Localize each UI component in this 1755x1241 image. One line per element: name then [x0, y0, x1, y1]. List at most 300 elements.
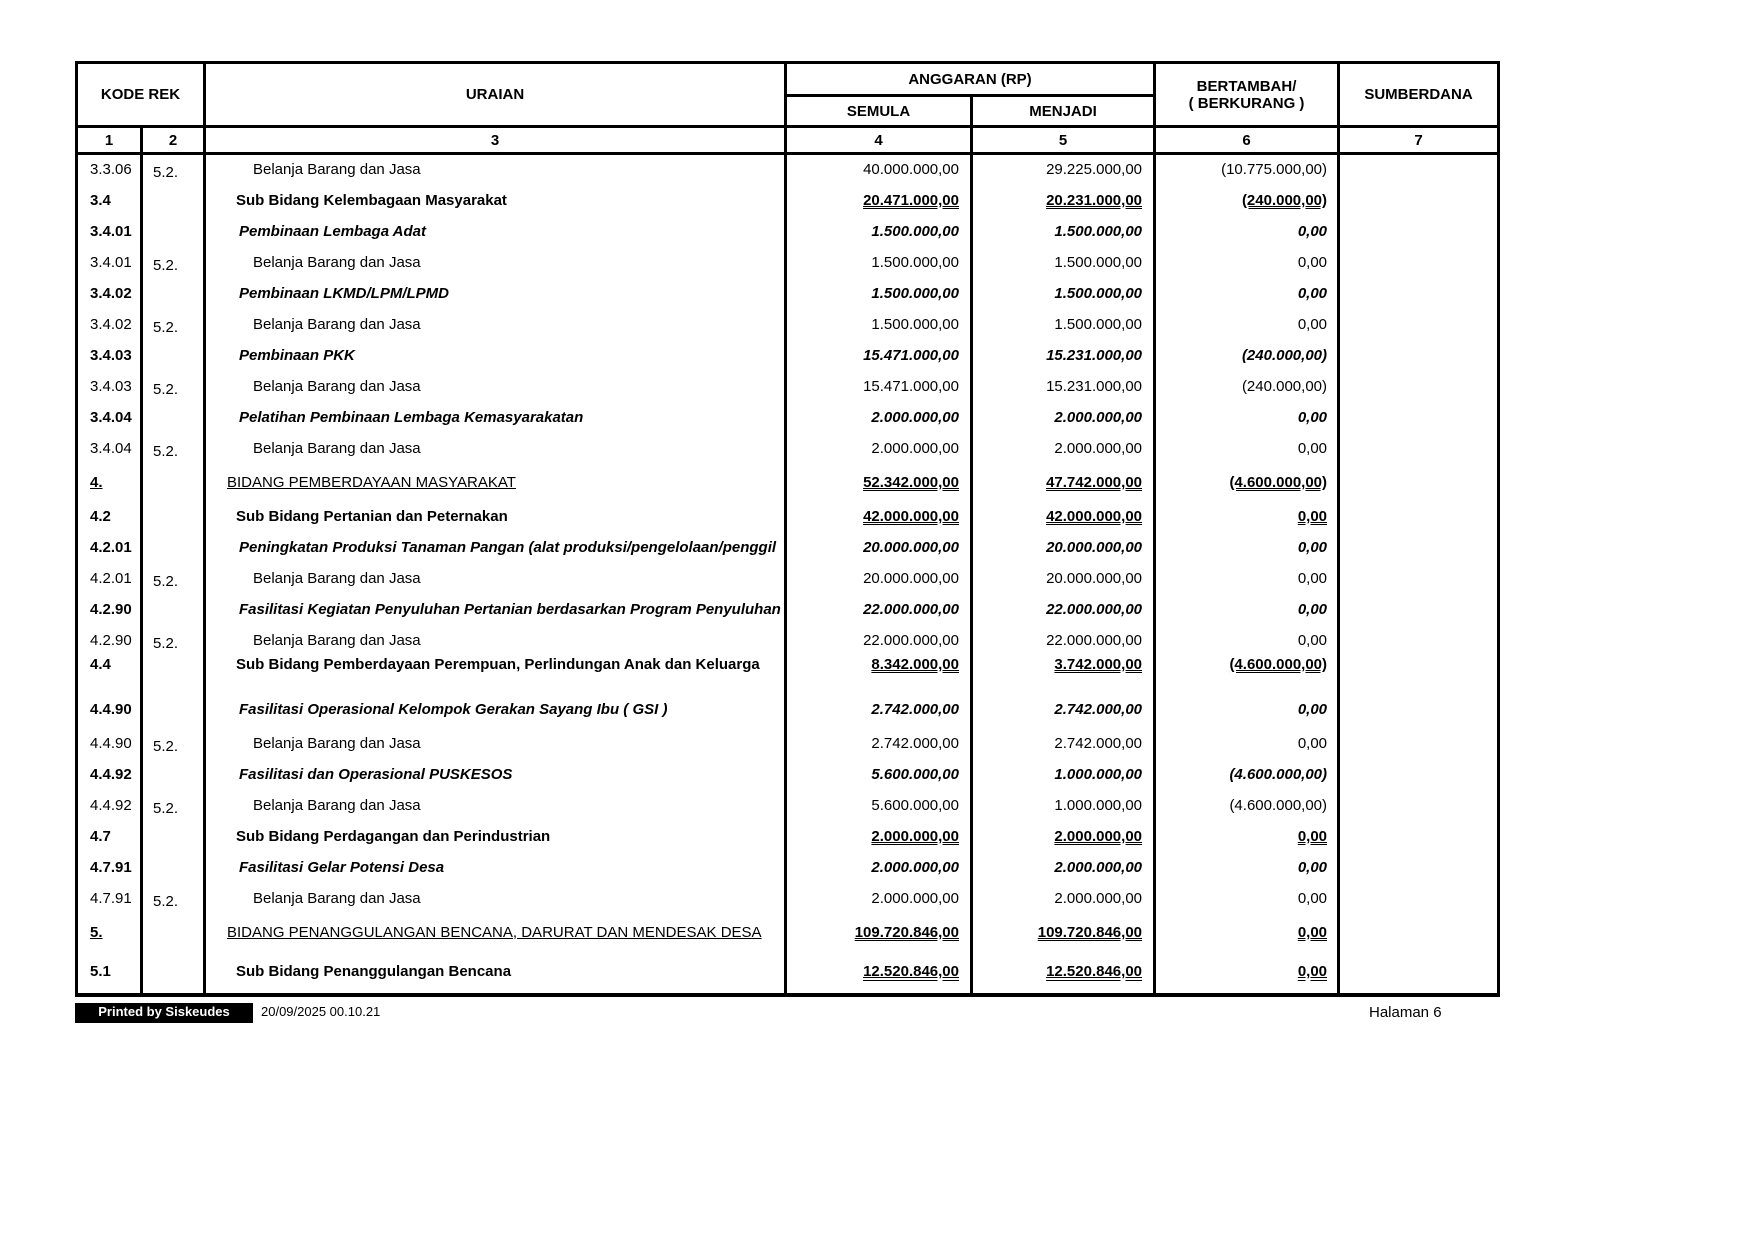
uraian-cell [205, 914, 786, 951]
rekening-cell [142, 464, 205, 501]
uraian-cell-text: Belanja Barang dan Jasa [253, 631, 421, 649]
table-row [77, 371, 1499, 402]
selisih-cell-text: (10.775.000,00) [1221, 161, 1328, 179]
sumberdana-cell [1339, 433, 1499, 464]
kode-rek-cell [77, 883, 142, 914]
selisih-cell [1155, 309, 1339, 340]
selisih-cell [1155, 340, 1339, 371]
semula-cell [786, 532, 972, 563]
semula-cell [786, 691, 972, 728]
sumberdana-cell [1339, 402, 1499, 433]
uraian-cell [205, 759, 786, 790]
uraian-cell-text: Sub Bidang Penanggulangan Bencana [236, 963, 512, 980]
rekening-cell [142, 340, 205, 371]
uraian-cell-text: Pembinaan LKMD/LPM/LPMD [239, 284, 450, 302]
kode-rek-cell-text: 3.4.03 [90, 346, 132, 364]
menjadi-cell-text: 20.000.000,00 [1046, 569, 1143, 587]
sumberdana-cell [1339, 821, 1499, 852]
semula-cell-text: 40.000.000,00 [863, 161, 959, 179]
kode-rek-cell [77, 625, 142, 656]
selisih-cell-text: (240.000,00) [1241, 377, 1328, 395]
uraian-cell-text: Belanja Barang dan Jasa [253, 439, 421, 457]
menjadi-cell-text: 1.500.000,00 [1054, 222, 1143, 240]
header-col-number: 6 [1155, 127, 1339, 154]
uraian-cell [205, 656, 786, 691]
table-row [77, 532, 1499, 563]
semula-cell-text: 2.000.000,00 [871, 889, 959, 907]
table-row [77, 821, 1499, 852]
semula-cell-text: 2.000.000,00 [871, 858, 959, 876]
kode-rek-cell-text: 5.1 [90, 963, 111, 980]
uraian-cell [205, 790, 786, 821]
menjadi-cell-text: 20.000.000,00 [1046, 538, 1143, 556]
kode-rek-cell [77, 464, 142, 501]
uraian-cell-text: BIDANG PENANGGULANGAN BENCANA, DARURAT DAN MENDESAK DESA [227, 923, 762, 941]
selisih-cell-text: (4.600.000,00) [1229, 796, 1328, 814]
semula-cell-text: 1.500.000,00 [871, 253, 959, 271]
sumberdana-cell [1339, 691, 1499, 728]
uraian-cell [205, 340, 786, 371]
menjadi-cell [972, 951, 1155, 995]
table-row [77, 951, 1499, 995]
kode-rek-cell-text: 3.4.04 [90, 439, 132, 457]
selisih-cell [1155, 790, 1339, 821]
semula-cell-text: 2.742.000,00 [871, 734, 959, 752]
menjadi-cell [972, 433, 1155, 464]
menjadi-cell [972, 464, 1155, 501]
selisih-cell [1155, 371, 1339, 402]
kode-rek-cell [77, 433, 142, 464]
menjadi-cell [972, 594, 1155, 625]
kode-rek-cell [77, 185, 142, 216]
selisih-cell-text: 0,00 [1297, 253, 1328, 271]
rekening-cell: 5.2. [142, 728, 205, 759]
uraian-cell [205, 883, 786, 914]
semula-cell-text: 42.000.000,00 [863, 507, 959, 525]
selisih-cell [1155, 691, 1339, 728]
sumberdana-cell [1339, 532, 1499, 563]
kode-rek-cell-text: 4.4 [90, 655, 111, 673]
uraian-cell [205, 154, 786, 185]
kode-rek-cell [77, 759, 142, 790]
menjadi-cell-text: 12.520.846,00 [1046, 963, 1143, 980]
menjadi-cell-text: 2.000.000,00 [1054, 889, 1143, 907]
semula-cell [786, 185, 972, 216]
kode-rek-cell-text: 4.2 [90, 507, 111, 525]
semula-cell [786, 464, 972, 501]
table-row [77, 309, 1499, 340]
table-row [77, 563, 1499, 594]
uraian-cell [205, 852, 786, 883]
menjadi-cell-text: 109.720.846,00 [1037, 923, 1143, 941]
menjadi-cell [972, 371, 1155, 402]
kode-rek-cell-text: 3.3.06 [90, 161, 132, 179]
sumberdana-cell [1339, 340, 1499, 371]
kode-rek-cell-text: 3.4 [90, 191, 111, 209]
header-uraian: URAIAN [205, 63, 786, 127]
semula-cell-text: 5.600.000,00 [871, 765, 959, 783]
sumberdana-cell [1339, 790, 1499, 821]
selisih-cell [1155, 464, 1339, 501]
budget-table-container [75, 61, 1497, 997]
uraian-cell [205, 691, 786, 728]
kode-rek-cell [77, 532, 142, 563]
menjadi-cell-text: 20.231.000,00 [1046, 191, 1143, 209]
sumberdana-cell [1339, 625, 1499, 656]
selisih-cell-text: 0,00 [1297, 600, 1328, 618]
kode-rek-cell [77, 309, 142, 340]
kode-rek-cell [77, 821, 142, 852]
uraian-cell [205, 247, 786, 278]
selisih-cell-text: 0,00 [1297, 858, 1328, 876]
uraian-cell [205, 532, 786, 563]
table-row [77, 625, 1499, 656]
header-anggaran: ANGGARAN (RP) [786, 63, 1155, 96]
uraian-cell-text: Sub Bidang Pertanian dan Peternakan [236, 507, 508, 525]
page-number: Halaman 6 [1369, 1004, 1442, 1021]
uraian-cell-text: Belanja Barang dan Jasa [253, 889, 421, 907]
selisih-cell-text: 0,00 [1297, 222, 1328, 240]
rekening-cell [142, 914, 205, 951]
uraian-cell-text: Fasilitasi dan Operasional PUSKESOS [239, 765, 513, 783]
table-row [77, 278, 1499, 309]
sumberdana-cell [1339, 728, 1499, 759]
uraian-cell [205, 185, 786, 216]
selisih-cell-text: 0,00 [1297, 827, 1328, 845]
sumberdana-cell [1339, 247, 1499, 278]
menjadi-cell-text: 42.000.000,00 [1046, 507, 1143, 525]
table-row [77, 728, 1499, 759]
menjadi-cell-text: 3.742.000,00 [1054, 655, 1143, 673]
uraian-cell-text: Fasilitasi Gelar Potensi Desa [239, 858, 445, 876]
table-row [77, 656, 1499, 691]
uraian-cell [205, 464, 786, 501]
semula-cell-text: 1.500.000,00 [871, 222, 959, 240]
menjadi-cell [972, 154, 1155, 185]
rekening-cell [142, 278, 205, 309]
kode-rek-cell-text: 4.4.90 [90, 734, 132, 752]
semula-cell [786, 883, 972, 914]
selisih-cell [1155, 728, 1339, 759]
menjadi-cell [972, 309, 1155, 340]
table-row [77, 433, 1499, 464]
kode-rek-cell [77, 656, 142, 691]
uraian-cell [205, 278, 786, 309]
semula-cell [786, 154, 972, 185]
table-row [77, 185, 1499, 216]
selisih-cell-text: (4.600.000,00) [1229, 473, 1328, 491]
selisih-cell [1155, 914, 1339, 951]
sumberdana-cell [1339, 759, 1499, 790]
selisih-cell-text: (240.000,00) [1241, 346, 1328, 364]
menjadi-cell-text: 15.231.000,00 [1046, 377, 1143, 395]
uraian-cell-text: Peningkatan Produksi Tanaman Pangan (alat produksi/pengelolaan/penggil [239, 538, 777, 556]
table-row [77, 340, 1499, 371]
menjadi-cell [972, 759, 1155, 790]
semula-cell-text: 12.520.846,00 [863, 963, 959, 980]
rekening-cell: 5.2. [142, 563, 205, 594]
sumberdana-cell [1339, 594, 1499, 625]
uraian-cell-text: Pelatihan Pembinaan Lembaga Kemasyarakatan [239, 408, 584, 426]
rekening-cell [142, 691, 205, 728]
semula-cell [786, 914, 972, 951]
header-bertambah-line1: BERTAMBAH/ [1196, 77, 1297, 95]
kode-rek-cell-text: 4.2.01 [90, 538, 132, 556]
selisih-cell [1155, 759, 1339, 790]
table-row [77, 883, 1499, 914]
selisih-cell [1155, 951, 1339, 995]
kode-rek-cell-text: 3.4.03 [90, 377, 132, 395]
semula-cell-text: 1.500.000,00 [871, 315, 959, 333]
rekening-cell [142, 759, 205, 790]
uraian-cell-text: Belanja Barang dan Jasa [253, 734, 421, 752]
selisih-cell [1155, 883, 1339, 914]
selisih-cell-text: 0,00 [1297, 963, 1328, 980]
uraian-cell-text: Belanja Barang dan Jasa [253, 253, 421, 271]
menjadi-cell [972, 216, 1155, 247]
menjadi-cell-text: 2.000.000,00 [1054, 858, 1143, 876]
kode-rek-cell [77, 278, 142, 309]
semula-cell [786, 656, 972, 691]
menjadi-cell-text: 1.000.000,00 [1054, 796, 1143, 814]
sumberdana-cell [1339, 914, 1499, 951]
table-row [77, 691, 1499, 728]
uraian-cell-text: Sub Bidang Perdagangan dan Perindustrian [236, 827, 551, 845]
menjadi-cell [972, 883, 1155, 914]
table-row [77, 914, 1499, 951]
menjadi-cell-text: 2.000.000,00 [1054, 439, 1143, 457]
menjadi-cell [972, 914, 1155, 951]
semula-cell-text: 20.000.000,00 [863, 569, 959, 587]
sumberdana-cell [1339, 656, 1499, 691]
rekening-cell [142, 852, 205, 883]
semula-cell [786, 309, 972, 340]
uraian-cell [205, 309, 786, 340]
rekening-cell: 5.2. [142, 883, 205, 914]
selisih-cell [1155, 594, 1339, 625]
semula-cell [786, 625, 972, 656]
kode-rek-cell [77, 914, 142, 951]
kode-rek-cell-text: 4.2.90 [90, 600, 132, 618]
semula-cell [786, 501, 972, 532]
sumberdana-cell [1339, 464, 1499, 501]
kode-rek-cell [77, 594, 142, 625]
rekening-cell [142, 501, 205, 532]
semula-cell [786, 402, 972, 433]
menjadi-cell-text: 15.231.000,00 [1046, 346, 1143, 364]
menjadi-cell-text: 22.000.000,00 [1046, 600, 1143, 618]
menjadi-cell [972, 340, 1155, 371]
menjadi-cell-text: 2.000.000,00 [1054, 408, 1143, 426]
sumberdana-cell [1339, 501, 1499, 532]
selisih-cell [1155, 656, 1339, 691]
semula-cell [786, 433, 972, 464]
semula-cell-text: 20.471.000,00 [863, 191, 959, 209]
uraian-cell-text: Sub Bidang Kelembagaan Masyarakat [236, 191, 507, 209]
sumberdana-cell [1339, 563, 1499, 594]
selisih-cell-text: 0,00 [1297, 507, 1328, 525]
table-row [77, 402, 1499, 433]
semula-cell-text: 15.471.000,00 [863, 346, 959, 364]
selisih-cell-text: 0,00 [1297, 734, 1328, 752]
header-sumberdana: SUMBERDANA [1339, 63, 1499, 127]
kode-rek-cell [77, 951, 142, 995]
kode-rek-cell-text: 4.4.92 [90, 765, 132, 783]
selisih-cell-text: 0,00 [1297, 569, 1328, 587]
semula-cell-text: 2.742.000,00 [871, 700, 959, 718]
uraian-cell [205, 216, 786, 247]
selisih-cell-text: 0,00 [1297, 700, 1328, 718]
uraian-cell-text: Belanja Barang dan Jasa [253, 161, 421, 179]
kode-rek-cell-text: 4.7.91 [90, 858, 132, 876]
selisih-cell-text: 0,00 [1297, 284, 1328, 302]
uraian-cell-text: Belanja Barang dan Jasa [253, 315, 421, 333]
rekening-cell: 5.2. [142, 371, 205, 402]
menjadi-cell [972, 691, 1155, 728]
selisih-cell [1155, 402, 1339, 433]
semula-cell-text: 15.471.000,00 [863, 377, 959, 395]
table-row [77, 501, 1499, 532]
semula-cell [786, 278, 972, 309]
semula-cell [786, 759, 972, 790]
semula-cell [786, 951, 972, 995]
kode-rek-cell-text: 5. [90, 923, 103, 941]
semula-cell [786, 821, 972, 852]
table-row [77, 790, 1499, 821]
uraian-cell [205, 563, 786, 594]
selisih-cell [1155, 154, 1339, 185]
semula-cell [786, 790, 972, 821]
selisih-cell [1155, 278, 1339, 309]
kode-rek-cell-text: 4.2.01 [90, 569, 132, 587]
rekening-cell [142, 656, 205, 691]
kode-rek-cell-text: 4.7.91 [90, 889, 132, 907]
print-timestamp: 20/09/2025 00.10.21 [261, 1004, 381, 1019]
uraian-cell-text: Sub Bidang Pemberdayaan Perempuan, Perlindungan Anak dan Keluarga [236, 655, 760, 673]
sumberdana-cell [1339, 883, 1499, 914]
kode-rek-cell-text: 3.4.02 [90, 284, 132, 302]
semula-cell-text: 2.000.000,00 [871, 827, 959, 845]
selisih-cell [1155, 501, 1339, 532]
uraian-cell [205, 433, 786, 464]
sumberdana-cell [1339, 852, 1499, 883]
kode-rek-cell [77, 371, 142, 402]
semula-cell [786, 594, 972, 625]
semula-cell-text: 22.000.000,00 [863, 600, 959, 618]
kode-rek-cell [77, 563, 142, 594]
selisih-cell [1155, 532, 1339, 563]
menjadi-cell-text: 2.742.000,00 [1054, 734, 1143, 752]
selisih-cell [1155, 563, 1339, 594]
kode-rek-cell [77, 790, 142, 821]
menjadi-cell [972, 532, 1155, 563]
uraian-cell [205, 402, 786, 433]
selisih-cell-text: 0,00 [1297, 439, 1328, 457]
semula-cell [786, 852, 972, 883]
semula-cell [786, 563, 972, 594]
rekening-cell [142, 185, 205, 216]
table-row [77, 464, 1499, 501]
semula-cell-text: 2.000.000,00 [871, 408, 959, 426]
semula-cell-text: 22.000.000,00 [863, 631, 959, 649]
kode-rek-cell [77, 728, 142, 759]
rekening-cell [142, 821, 205, 852]
header-semula: SEMULA [786, 96, 972, 127]
menjadi-cell [972, 501, 1155, 532]
uraian-cell-text: Belanja Barang dan Jasa [253, 796, 421, 814]
uraian-cell [205, 951, 786, 995]
menjadi-cell [972, 185, 1155, 216]
sumberdana-cell [1339, 278, 1499, 309]
header-bertambah-line2: ( BERKURANG ) [1188, 94, 1305, 112]
table-row [77, 594, 1499, 625]
semula-cell-text: 52.342.000,00 [863, 473, 959, 491]
semula-cell-text: 5.600.000,00 [871, 796, 959, 814]
header-col-number: 5 [972, 127, 1155, 154]
rekening-cell [142, 594, 205, 625]
menjadi-cell [972, 247, 1155, 278]
selisih-cell-text: 0,00 [1297, 408, 1328, 426]
menjadi-cell [972, 656, 1155, 691]
selisih-cell [1155, 185, 1339, 216]
semula-cell-text: 8.342.000,00 [871, 655, 959, 673]
rekening-cell [142, 402, 205, 433]
selisih-cell-text: 0,00 [1297, 889, 1328, 907]
rekening-cell: 5.2. [142, 247, 205, 278]
sumberdana-cell [1339, 371, 1499, 402]
selisih-cell [1155, 821, 1339, 852]
kode-rek-cell-text: 3.4.01 [90, 253, 132, 271]
uraian-cell-text: Fasilitasi Operasional Kelompok Gerakan Sayang Ibu ( GSI ) [239, 700, 668, 718]
semula-cell-text: 2.000.000,00 [871, 439, 959, 457]
uraian-cell-text: Fasilitasi Kegiatan Penyuluhan Pertanian berdasarkan Program Penyuluhan [239, 600, 781, 618]
semula-cell [786, 371, 972, 402]
header-menjadi: MENJADI [972, 96, 1155, 127]
selisih-cell-text: (4.600.000,00) [1229, 765, 1328, 783]
uraian-cell-text: BIDANG PEMBERDAYAAN MASYARAKAT [227, 473, 516, 491]
menjadi-cell [972, 728, 1155, 759]
uraian-cell-text: Pembinaan PKK [239, 346, 355, 364]
selisih-cell [1155, 852, 1339, 883]
sumberdana-cell [1339, 154, 1499, 185]
menjadi-cell [972, 563, 1155, 594]
selisih-cell [1155, 247, 1339, 278]
table-row [77, 216, 1499, 247]
kode-rek-cell-text: 4.7 [90, 827, 111, 845]
rekening-cell: 5.2. [142, 625, 205, 656]
uraian-cell [205, 371, 786, 402]
selisih-cell-text: 0,00 [1297, 923, 1328, 941]
semula-cell-text: 109.720.846,00 [854, 923, 959, 941]
sumberdana-cell [1339, 185, 1499, 216]
menjadi-cell-text: 2.742.000,00 [1054, 700, 1143, 718]
semula-cell [786, 340, 972, 371]
menjadi-cell [972, 402, 1155, 433]
uraian-cell [205, 501, 786, 532]
selisih-cell-text: (4.600.000,00) [1229, 655, 1328, 673]
kode-rek-cell-text: 3.4.01 [90, 222, 132, 240]
selisih-cell-text: 0,00 [1297, 538, 1328, 556]
selisih-cell-text: 0,00 [1297, 631, 1328, 649]
rekening-cell: 5.2. [142, 154, 205, 185]
uraian-cell [205, 594, 786, 625]
kode-rek-cell [77, 852, 142, 883]
menjadi-cell [972, 821, 1155, 852]
rekening-cell: 5.2. [142, 433, 205, 464]
selisih-cell-text: (240.000,00) [1241, 191, 1328, 209]
uraian-cell-text: Belanja Barang dan Jasa [253, 569, 421, 587]
kode-rek-cell [77, 691, 142, 728]
